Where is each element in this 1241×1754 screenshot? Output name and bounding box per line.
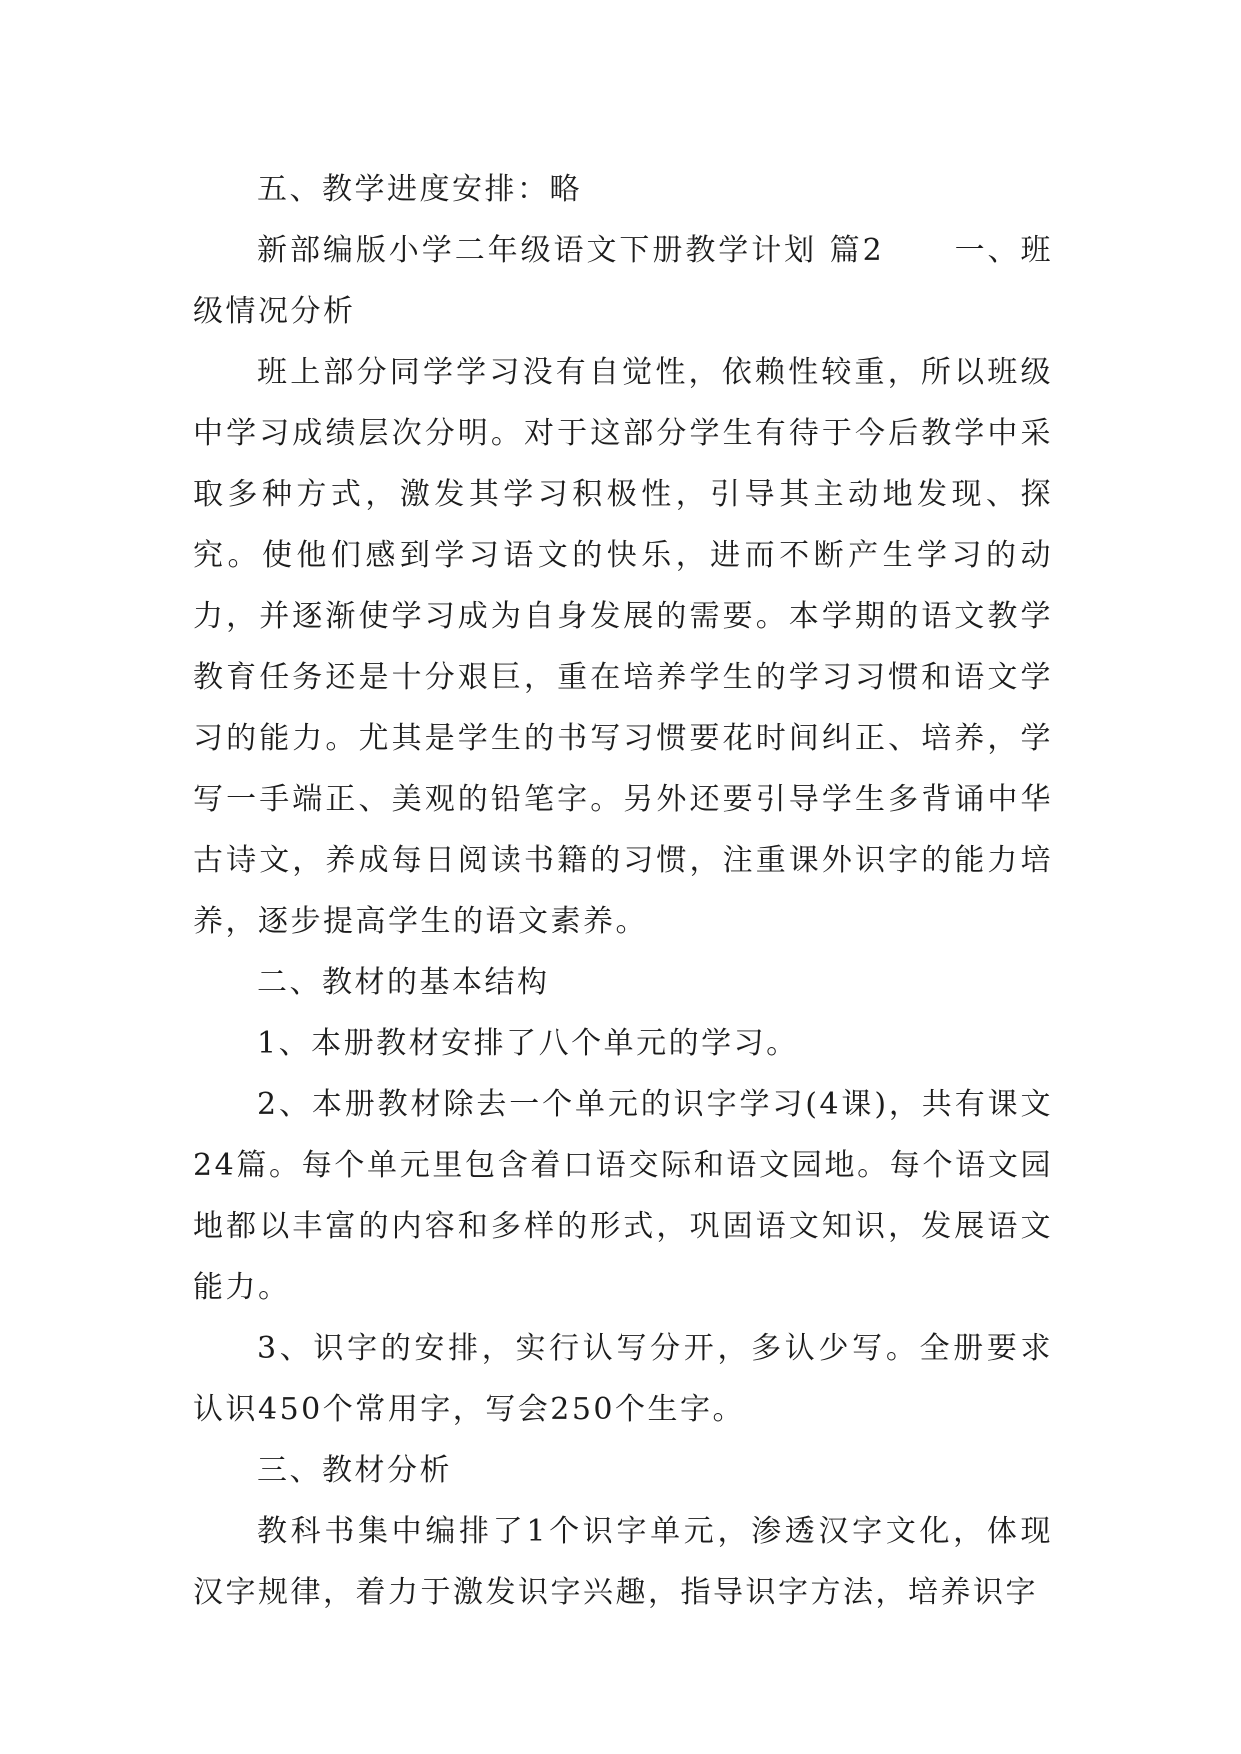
structure-item-3: 3、识字的安排，实行认写分开，多认少写。全册要求认识450个常用字，写会250个生字。 — [193, 1331, 1053, 1427]
plan-title-paragraph — [193, 220, 1053, 342]
structure-item-2: 2、本册教材除去一个单元的识字学习(4课)，共有课文24篇。每个单元里包含着口语交际和语文园地。每个语文园地都以丰富的内容和多样的形式，巩固语文知识，发展语文能力。 — [193, 1087, 1053, 1305]
class-analysis-paragraph: 班上部分同学学习没有自觉性，依赖性较重，所以班级中学习成绩层次分明。对于这部分学生有待于今后教学中采取多种方式，激发其学习积极性，引导其主动地发现、探究。使他们感到学习语文的快乐，进而不断产生学习的动力，并逐渐使学习成为自身发展的需要。本学期的语文教学教育任务还是十分艰巨，重在培养学生的学习习惯和语文学习的能力。尤其是学生的书写习惯要花时间纠正、培养，学写一手端正、美观的铅笔字。另外还要引导学生多背诵中华古诗文，养成每日阅读书籍的习惯，注重课外识字的能力培养，逐步提高学生的语文素养。 — [193, 355, 1053, 939]
section-three-heading: 三、教材分析 — [257, 1453, 452, 1488]
plan-title: 新部编版小学二年级语文下册教学计划 篇2 — [257, 233, 885, 268]
section-two-heading: 二、教材的基本结构 — [257, 965, 550, 1000]
section-one-heading: 一、班级情况分析 — [193, 233, 1054, 329]
structure-item-1: 1、本册教材安排了八个单元的学习。 — [257, 1026, 799, 1061]
document-body — [193, 159, 1053, 1623]
section-five-heading: 五、教学进度安排：略 — [257, 172, 582, 207]
textbook-analysis-paragraph: 教科书集中编排了1个识字单元，渗透汉字文化，体现汉字规律，着力于激发识字兴趣，指导识字方法，培养识字 — [193, 1514, 1053, 1610]
